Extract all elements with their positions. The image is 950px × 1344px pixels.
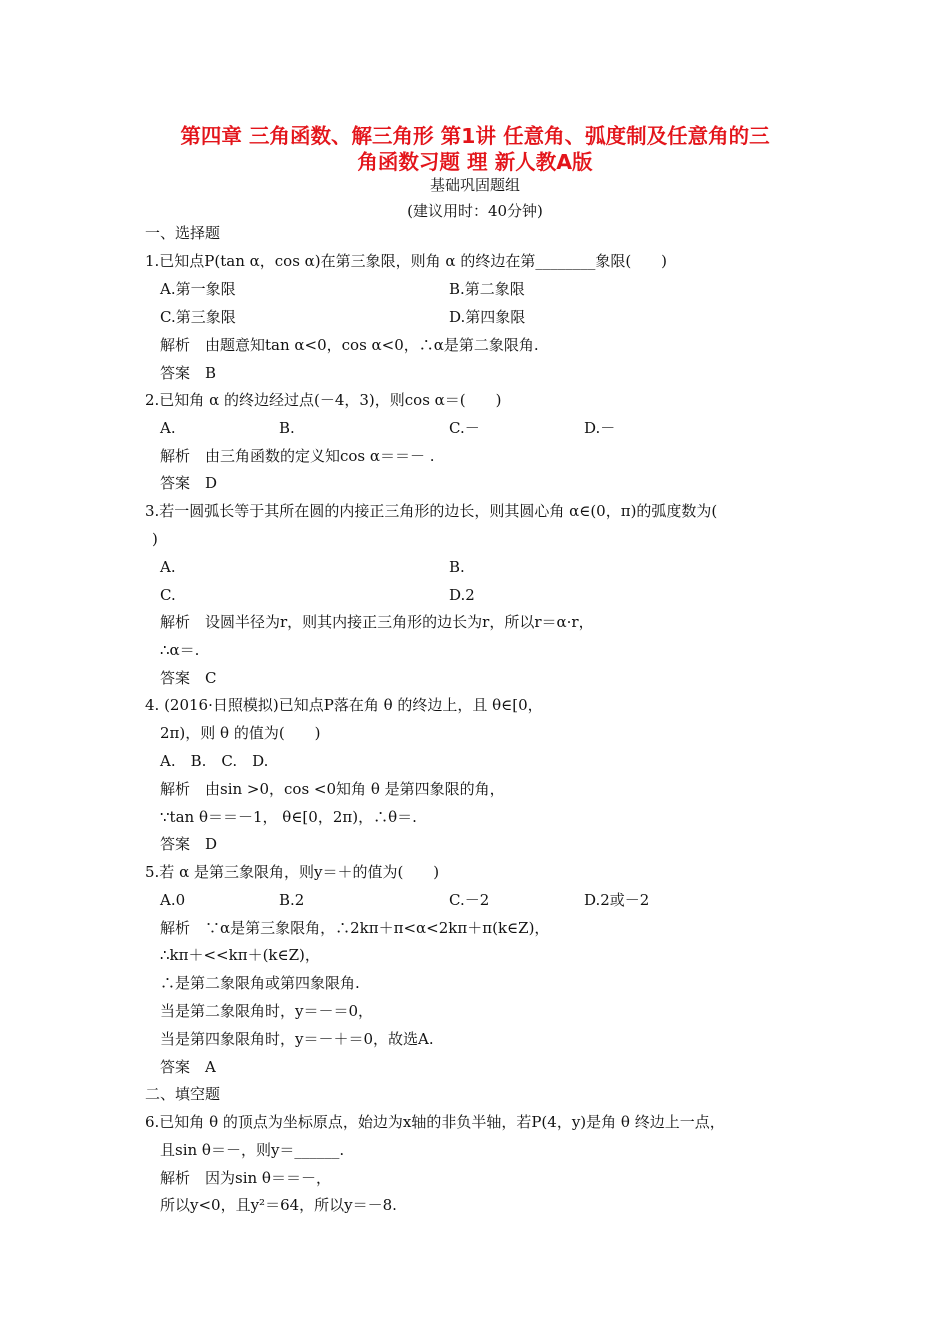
analysis-line: 解析 因为sin θ＝＝－，	[160, 1169, 331, 1187]
question-line: 4. (2016·日照模拟)已知点P落在角 θ 的终边上，且 θ∈[0，	[145, 696, 543, 714]
option: A.	[160, 558, 176, 576]
analysis-line: ∴α＝.	[160, 641, 200, 659]
analysis-line: 解析 设圆半径为r，则其内接正三角形的边长为r，所以r＝α·r，	[160, 613, 594, 631]
title-line-1: 第四章 三角函数、解三角形 第1讲 任意角、弧度制及任意角的三	[180, 124, 770, 148]
option: A.	[160, 419, 176, 437]
option: D.2	[449, 586, 475, 604]
option: C.－	[449, 419, 480, 437]
answer-line: 答案 C	[160, 669, 217, 687]
answer-line: 答案 D	[160, 474, 218, 492]
title-line-2: 角函数习题 理 新人教A版	[357, 150, 593, 174]
answer-line: 答案 A	[160, 1058, 216, 1076]
answer-line: 答案 B	[160, 364, 217, 382]
question-line: 1.已知点P(tan α，cos α)在第三象限，则角 α 的终边在第________象限( )	[145, 252, 668, 270]
analysis-line: ∵tan θ＝＝－1， θ∈[0，2π)，∴θ＝.	[160, 808, 417, 826]
question-line: 3.若一圆弧长等于其所在圆的内接正三角形的边长，则其圆心角 α∈(0，π)的弧度数为(	[145, 502, 718, 520]
analysis-line: 解析 由sin >0，cos <0知角 θ 是第四象限的角，	[160, 780, 505, 798]
question-line: 且sin θ＝－，则y＝______.	[160, 1141, 345, 1159]
option: C.第三象限	[160, 308, 236, 326]
subtitle: 基础巩固题组	[429, 176, 520, 194]
option: D.2或－2	[584, 891, 650, 909]
question-line: 2π)，则 θ 的值为( )	[160, 724, 321, 742]
option: B.	[449, 558, 465, 576]
option: B.第二象限	[449, 280, 525, 298]
time-note: (建议用时：40分钟)	[407, 202, 543, 220]
option: C.	[160, 586, 176, 604]
document-title	[120, 123, 830, 175]
option: B.2	[279, 891, 305, 909]
question-line: 6.已知角 θ 的顶点为坐标原点，始边为x轴的非负半轴，若P(4，y)是角 θ 终边上一点，	[145, 1113, 725, 1131]
option: B.	[279, 419, 295, 437]
option: A. B. C. D.	[160, 752, 269, 770]
option: A.第一象限	[160, 280, 236, 298]
analysis-line: 当是第二象限角时，y＝－＝0，	[160, 1002, 374, 1020]
analysis-line: ∴是第二象限角或第四象限角.	[160, 974, 360, 992]
analysis-line: 解析 由三角函数的定义知cos α＝＝－ .	[160, 447, 435, 465]
answer-line: 答案 D	[160, 835, 218, 853]
analysis-line: 所以y<0，且y²＝64，所以y＝－8.	[160, 1196, 397, 1214]
option: C.－2	[449, 891, 490, 909]
option: D.第四象限	[449, 308, 526, 326]
question-line: 2.已知角 α 的终边经过点(－4，3)，则cos α＝( )	[145, 391, 502, 409]
question-line: 5.若 α 是第三象限角，则y＝＋的值为( )	[145, 863, 440, 881]
section-heading-fill: 二、填空题	[145, 1085, 221, 1103]
section-heading-choice: 一、选择题	[145, 224, 221, 242]
question-line: )	[152, 530, 158, 548]
analysis-line: 解析 ∵α是第三象限角，∴2kπ＋π<α<2kπ＋π(k∈Z)，	[160, 919, 550, 937]
analysis-line: 当是第四象限角时，y＝－＋＝0，故选A.	[160, 1030, 434, 1048]
option: A.0	[160, 891, 186, 909]
analysis-line: 解析 由题意知tan α<0，cos α<0，∴α是第二象限角.	[160, 336, 539, 354]
option: D.－	[584, 419, 616, 437]
analysis-line: ∴kπ＋<<kπ＋(k∈Z)，	[160, 946, 320, 964]
